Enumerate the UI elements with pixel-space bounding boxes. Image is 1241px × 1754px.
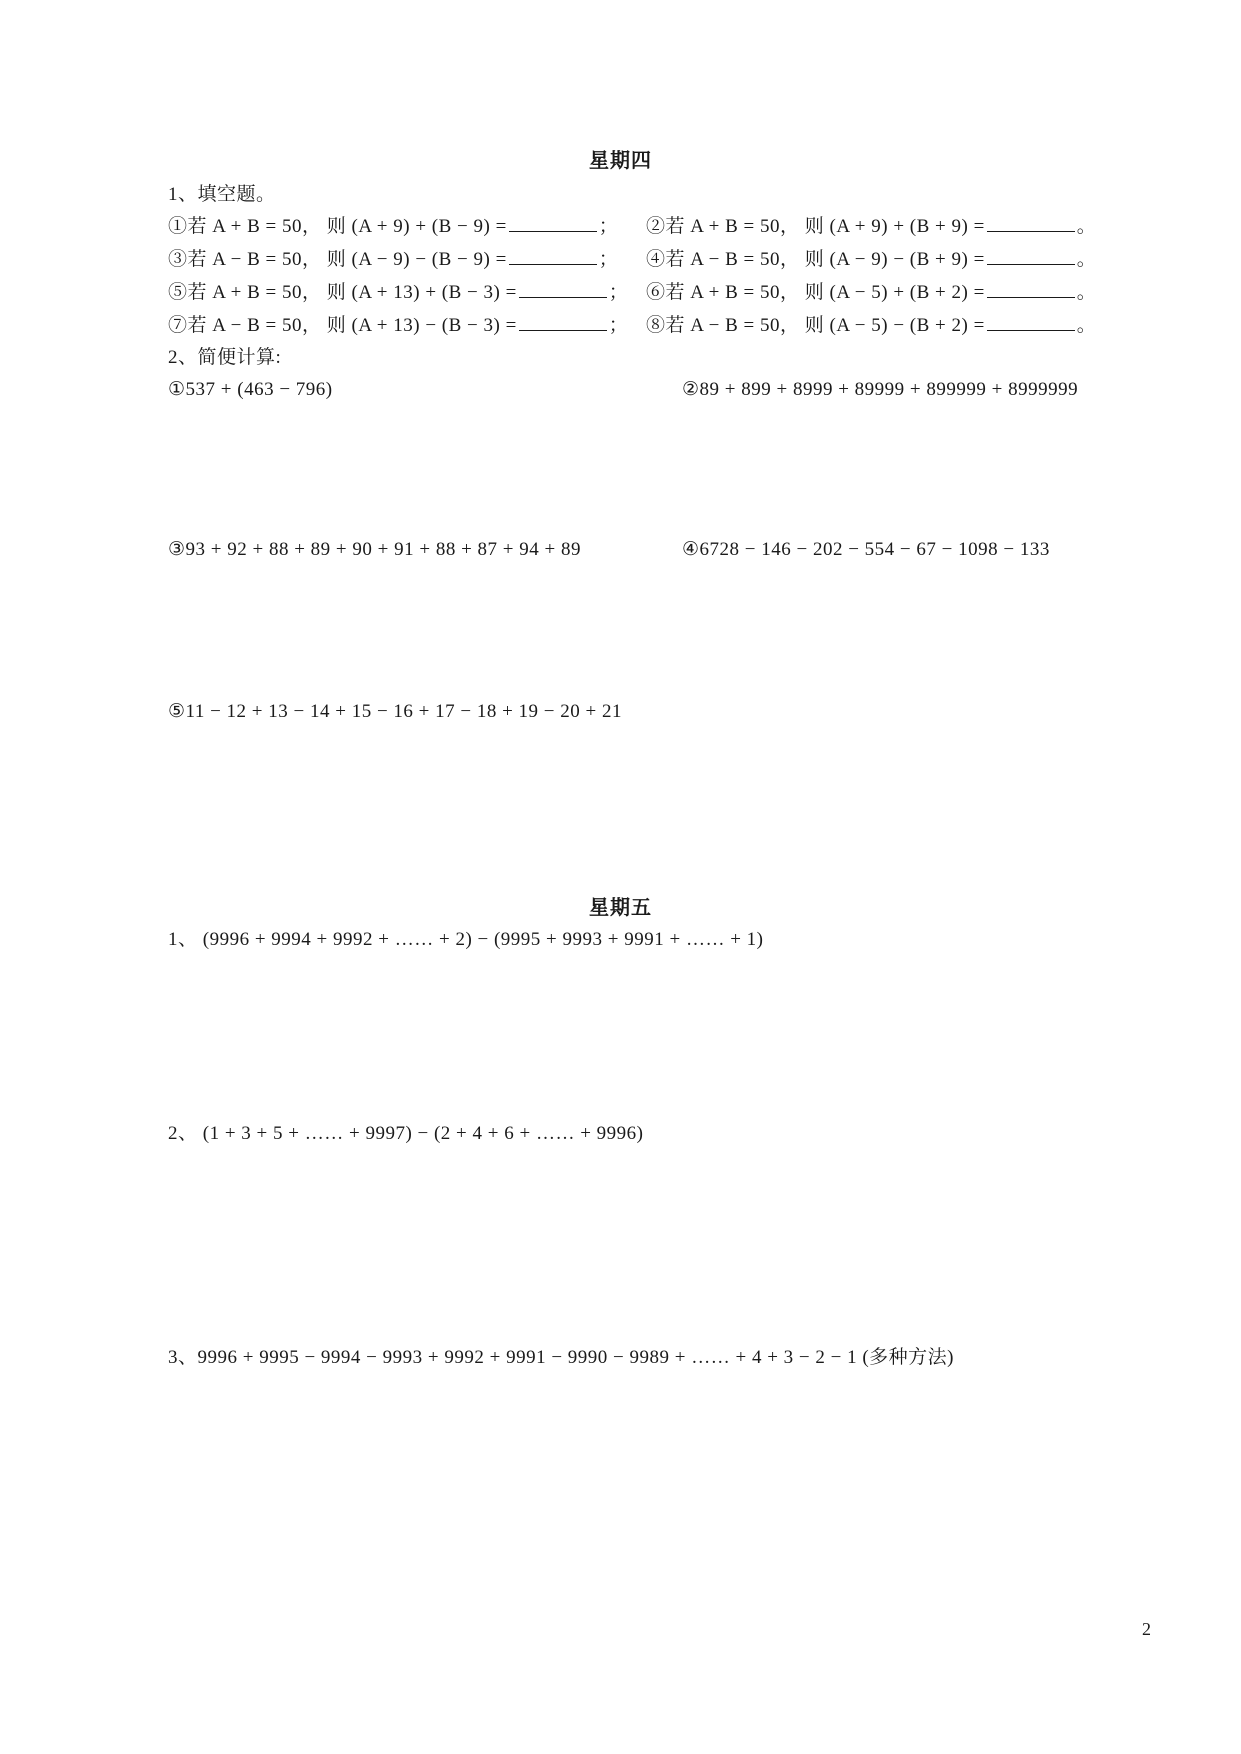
- answer-blank[interactable]: [987, 215, 1075, 232]
- answer-blank[interactable]: [987, 314, 1075, 331]
- answer-blank[interactable]: [987, 248, 1075, 265]
- fill-item-5: ⑤若 A + B = 50， 则 (A + 13) + (B − 3) = ；: [168, 282, 629, 303]
- answer-blank[interactable]: [519, 281, 607, 298]
- fill-item-7: ⑦若 A − B = 50， 则 (A + 13) − (B − 3) = ；: [168, 315, 629, 336]
- fill-in-heading: 1、填空题。: [168, 184, 276, 205]
- fill-item-8: ⑧若 A − B = 50， 则 (A − 5) − (B + 2) = 。: [646, 315, 1097, 336]
- friday-problem-2: 2、 (1 + 3 + 5 + …… + 9997) − (2 + 4 + 6 + …… + 9996): [168, 1123, 644, 1144]
- calc-item-5: ⑤11 − 12 + 13 − 14 + 15 − 16 + 17 − 18 + 19 − 20 + 21: [168, 701, 622, 722]
- fill-item-2: ②若 A + B = 50， 则 (A + 9) + (B + 9) = 。: [646, 216, 1097, 237]
- friday-problem-1: 1、 (9996 + 9994 + 9992 + …… + 2) − (9995 + 9993 + 9991 + …… + 1): [168, 929, 764, 950]
- answer-blank[interactable]: [509, 215, 597, 232]
- answer-blank[interactable]: [987, 281, 1075, 298]
- page-number: 2: [1142, 1619, 1151, 1639]
- fill-item-4: ④若 A − B = 50， 则 (A − 9) − (B + 9) = 。: [646, 249, 1097, 270]
- calc-item-3: ③93 + 92 + 88 + 89 + 90 + 91 + 88 + 87 + 94 + 89: [168, 539, 581, 560]
- friday-title: 星期五: [589, 897, 652, 919]
- answer-blank[interactable]: [509, 248, 597, 265]
- fill-item-1: ①若 A + B = 50， 则 (A + 9) + (B − 9) = ；: [168, 216, 619, 237]
- calc-item-4: ④6728 − 146 − 202 − 554 − 67 − 1098 − 133: [682, 539, 1050, 560]
- fill-item-6: ⑥若 A + B = 50， 则 (A − 5) + (B + 2) = 。: [646, 282, 1097, 303]
- answer-blank[interactable]: [519, 314, 607, 331]
- calc-item-1: ①537 + (463 − 796): [168, 379, 333, 400]
- fill-item-3: ③若 A − B = 50， 则 (A − 9) − (B − 9) = ；: [168, 249, 619, 270]
- friday-problem-3: 3、9996 + 9995 − 9994 − 9993 + 9992 + 9991 − 9990 − 9989 + …… + 4 + 3 − 2 − 1 (多种方法): [168, 1347, 954, 1368]
- calc-item-2: ②89 + 899 + 8999 + 89999 + 899999 + 8999999: [682, 379, 1079, 400]
- thursday-title: 星期四: [589, 150, 652, 172]
- calc-heading: 2、简便计算:: [168, 347, 282, 368]
